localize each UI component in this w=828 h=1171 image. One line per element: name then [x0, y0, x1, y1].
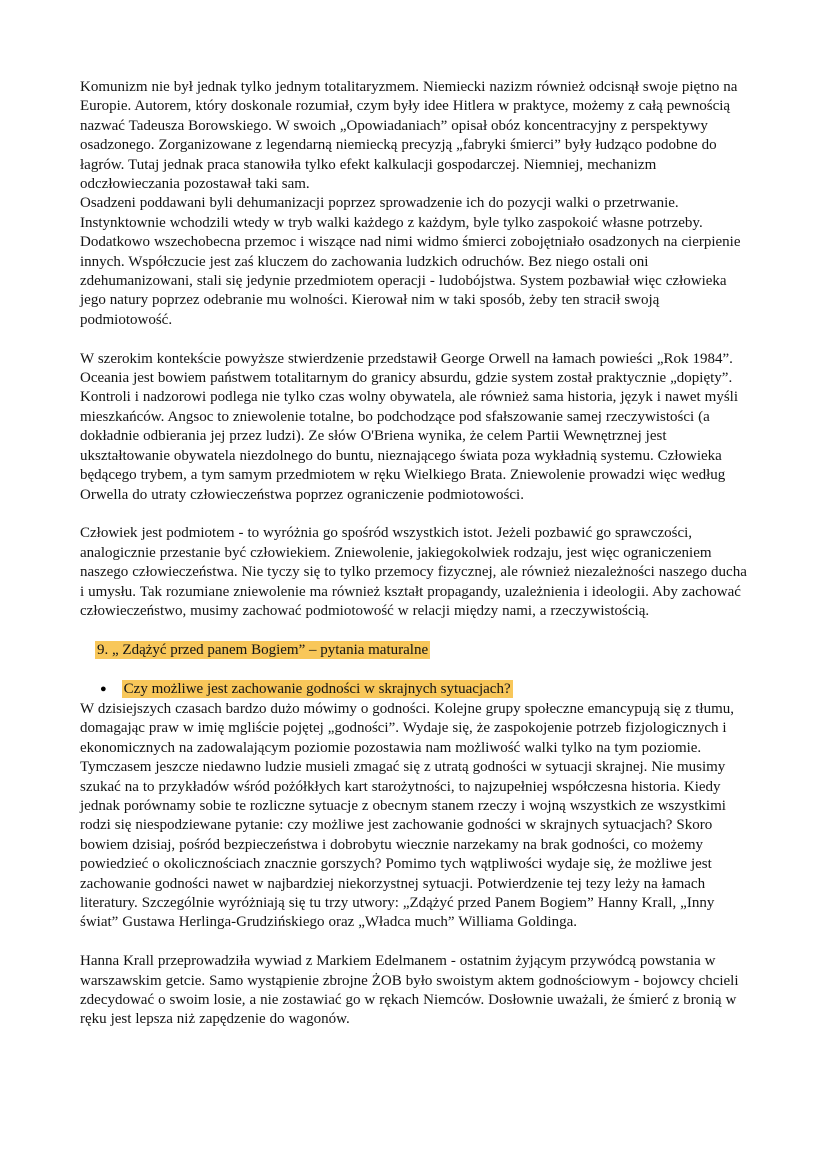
bullet-question-highlighted-text: Czy możliwe jest zachowanie godności w skrajnych sytuacjach? [123, 680, 511, 697]
paragraph-hanna-krall: Hanna Krall przeprowadziła wywiad z Markiem Edelmanem - ostatnim żyjącym przywódcą powstania w warszawskim getcie. Samo wystąpienie zbrojne ŻOB było swoistym aktem godnościowym - bojowcy chcieli zdecydować o swoim losie, a nie zostawiać go w rękach Niemców. Dosłownie uważali, że śmierć z bronią w ręku jest lepsza niż zapędzenie do wagonów. [80, 953, 739, 1028]
paragraph-godnosc: W dzisiejszych czasach bardzo dużo mówimy o godności. Kolejne grupy społeczne emancypują się z tłumu, domagając praw w imię mgliście pojętej „godności”. Wydaje się, że zaspokojenie potrzeb fizjologicznych i ekonomicznych na zadowalającym poziomie pozostawia nam możliwość walki tylko na tym poziomie. Tymczasem jeszcze niedawno ludzie musieli zmagać się z utratą godności w sytuacji skrajnej. Nie musimy szukać na to przykładów wśród pożółkłych kart starożytności, to najzupełniej współczesna historia. Kiedy jednak porównamy sobie te rozliczne sytuacje z obecnym stanem rzeczy i wojną wszystkich ze wszystkimi rodzi się niespodziewane pytanie: czy możliwe jest zachowanie godności w skrajnych sytuacjach? Skoro bowiem dzisiaj, pośród bezpieczeństwa i dobrobytu wiecznie narzekamy na brak godności, co możemy powiedzieć o okolicznościach znacznie gorszych? Pomimo tych wątpliwości wydaje się, że możliwe jest zachowanie godności nawet w najbardziej niekorzystnej sytuacji. Potwierdzenie tej tezy leży na łamach literatury. Szczególnie wyróżniają się tu trzy utwory: „Zdążyć przed Panem Bogiem” Hanny Krall, „Inny świat” Gustawa Herlinga-Grudzińskiego oraz „Władca much” Williama Goldinga. [80, 700, 734, 931]
paragraph-borowski-part1: Komunizm nie był jednak tylko jednym totalitaryzmem. Niemiecki nazizm również odcisnął swoje piętno na Europie. Autorem, który doskonale rozumiał, czym były idee Hitlera w praktyce, możemy z całą pewnością nazwać Tadeusza Borowskiego. W swoich „Opowiadaniach” opisał obóz koncentracyjny z perspektywy osadzonego. Zorganizowane z legendarną niemiecką precyzją „fabryki śmierci” były łudząco podobne do łagrów. Tutaj jednak praca stanowiła tylko efekt kalkulacji gospodarczej. Niemniej, mechanizm odczłowieczania pozostawał taki sam. [80, 79, 738, 193]
bullet-icon: ● [100, 682, 107, 695]
section-heading-highlighted-text: 9. „ Zdążyć przed panem Bogiem” – pytania maturalne [97, 641, 429, 658]
bullet-list-item [80, 680, 748, 700]
paragraph-borowski-part2: Osadzeni poddawani byli dehumanizacji poprzez sprowadzenie ich do pozycji walki o przetrwanie. Instynktownie wchodzili wtedy w tryb walki każdego z każdym, byle tylko zaspokoić własne potrzeby. Dodatkowo wszechobecna przemoc i wiszące nad nimi widmo śmierci zobojętniało osadzonych na cierpienie innych. Współczucie jest zaś kluczem do zachowania ludzkich odruchów. Bez niego ostali oni zdehumanizowani, stali się jedynie przedmiotem operacji - ludobójstwa. System pozbawiał więc człowieka jego natury poprzez odebranie mu wolności. Kierował nim w taki sposób, żeby ten stracił swoją podmiotowość. [80, 195, 741, 328]
section-heading-line [80, 641, 748, 660]
paragraph-orwell: W szerokim kontekście powyższe stwierdzenie przedstawił George Orwell na łamach powieści „Rok 1984”. Oceania jest bowiem państwem totalitarnym do granicy absurdu, gdzie system został praktycznie „dopięty”. Kontroli i nadzorowi podlega nie tylko czas wolny obywatela, ale również sama historia, język i nawet myśli mieszkańców. Angsoc to zniewolenie totalne, bo podchodzące pod sfałszowanie samej rzeczywistości (a dokładnie odbierania jej przez ludzi). Ze słów O'Briena wynika, że celem Partii Wewnętrznej jest ukształtowanie obywatela niezdolnego do buntu, nieznającego świata poza wykładnią systemu. Człowieka będącego trybem, a tym samym przedmiotem w ręku Wielkiego Brata. Zniewolenie prowadzi więc według Orwella do utraty człowieczeństwa poprzez ograniczenie podmiotowości. [80, 350, 739, 503]
paragraph-podmiotowosc: Człowiek jest podmiotem - to wyróżnia go spośród wszystkich istot. Jeżeli pozbawić go sprawczości, analogicznie przestanie być człowiekiem. Zniewolenie, jakiegokolwiek rodzaju, jest więc ograniczeniem naszego człowieczeństwa. Nie tyczy się to tylko przemocy fizycznej, ale również niezależności naszego ducha i umysłu. Tak rozumiane zniewolenie ma również kształt propagandy, uzależnienia i ideologii. Aby zachować człowieczeństwo, musimy zachować podmiotowość w relacji między nami, a rzeczywistością. [80, 525, 747, 619]
